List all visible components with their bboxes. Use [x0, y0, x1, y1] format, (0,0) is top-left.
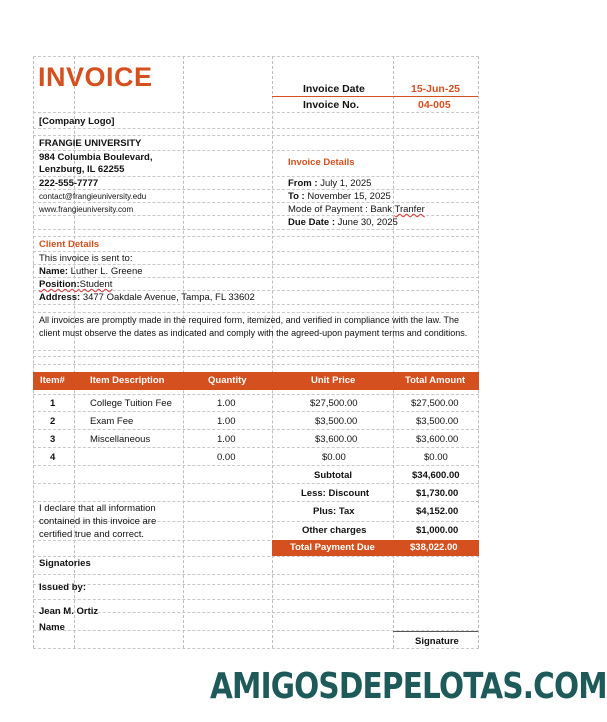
- row-unit-price: $3,500.00: [315, 416, 358, 427]
- client-name: Name: Luther L. Greene: [39, 266, 143, 277]
- issued-by-label: Issued by:: [39, 582, 86, 593]
- subtotal-label: Subtotal: [314, 470, 352, 481]
- company-logo-placeholder: [Company Logo]: [39, 116, 115, 127]
- row-item-no: 3: [50, 434, 56, 445]
- other-charges-value: $1,000.00: [416, 525, 459, 536]
- client-sent-to: This invoice is sent to:: [39, 253, 133, 264]
- grid-line: [33, 56, 34, 648]
- row-unit-price: $3,600.00: [315, 434, 358, 445]
- row-description: Miscellaneous: [90, 434, 151, 445]
- payment-mode: Mode of Payment : Bank Tranfer: [288, 204, 425, 215]
- declaration: I declare that all information contained in this invoice are certified true and correct.: [39, 503, 157, 540]
- due-date: Due Date : June 30, 2025: [288, 217, 398, 228]
- header-unit-price: Unit Price: [311, 375, 356, 386]
- company-email: contact@frangieuniversity.edu: [39, 192, 147, 201]
- total-payment-value: $38,022.00: [410, 542, 458, 553]
- signatories-heading: Signatories: [39, 558, 91, 569]
- to-date: To : November 15, 2025: [288, 191, 391, 202]
- row-quantity: 1.00: [217, 434, 236, 445]
- tax-value: $4,152.00: [416, 506, 459, 517]
- row-item-no: 2: [50, 416, 56, 427]
- grid-line: [393, 56, 394, 648]
- row-quantity: 1.00: [217, 416, 236, 427]
- signature-label: Signature: [415, 636, 459, 647]
- name-label: Name: [39, 622, 65, 633]
- row-total: $27,500.00: [411, 398, 459, 409]
- signature-line: [393, 631, 478, 632]
- table-header: [33, 372, 479, 390]
- row-quantity: 0.00: [217, 452, 236, 463]
- invoice-no-value: 04-005: [418, 99, 451, 111]
- client-position: Position:Student: [39, 279, 113, 290]
- invoice-details-heading: Invoice Details: [288, 157, 355, 168]
- client-address: Address: 3477 Oakdale Avenue, Tampa, FL 33602: [39, 292, 255, 303]
- subtotal-value: $34,600.00: [412, 470, 460, 481]
- row-total: $3,500.00: [416, 416, 459, 427]
- company-phone: 222-555-7777: [39, 178, 99, 189]
- total-payment-bar: [272, 540, 479, 556]
- row-item-no: 1: [50, 398, 56, 409]
- grid-line: [183, 56, 184, 648]
- grid-line: [478, 56, 479, 648]
- invoice-no-label: Invoice No.: [303, 99, 360, 111]
- header-item-no: Item#: [40, 375, 65, 386]
- row-unit-price: $27,500.00: [310, 398, 358, 409]
- company-address-line2: Lenzburg, IL 62255: [39, 164, 125, 175]
- row-total: $3,600.00: [416, 434, 459, 445]
- issuer-name: Jean M. Ortiz: [39, 606, 99, 617]
- tax-label: Plus: Tax: [313, 506, 355, 517]
- total-payment-label: Total Payment Due: [290, 542, 375, 553]
- invoice-date-label: Invoice Date: [303, 83, 365, 95]
- header-quantity: Quantity: [208, 375, 247, 386]
- client-details-heading: Client Details: [39, 239, 100, 250]
- meta-underline: [272, 96, 478, 97]
- invoice-sheet: [33, 56, 479, 648]
- other-charges-label: Other charges: [302, 525, 367, 536]
- row-description: Exam Fee: [90, 416, 134, 427]
- company-name: FRANGIE UNIVERSITY: [39, 138, 142, 149]
- watermark-brand: AMIGOSDEPELOTAS.COM: [210, 666, 607, 707]
- row-total: $0.00: [424, 452, 448, 463]
- from-date: From : July 1, 2025: [288, 178, 372, 189]
- header-total-amount: Total Amount: [405, 375, 466, 386]
- company-address-line1: 984 Columbia Boulevard,: [39, 152, 153, 163]
- row-unit-price: $0.00: [322, 452, 346, 463]
- discount-value: $1,730.00: [416, 488, 459, 499]
- invoice-date-value: 15-Jun-25: [411, 83, 461, 95]
- company-website: www.frangieuniversity.com: [39, 205, 134, 214]
- discount-label: Less: Discount: [301, 488, 370, 499]
- invoice-title: INVOICE: [38, 62, 153, 92]
- terms-note: All invoices are promptly made in the required form, itemized, and verified in compliance with the law. The client must observe the dates as indicated and comply with the agreed-upon payment terms and conditions.: [39, 315, 468, 338]
- header-description: Item Description: [90, 375, 165, 386]
- grid-line: [272, 56, 273, 648]
- row-description: College Tuition Fee: [90, 398, 172, 409]
- row-quantity: 1.00: [217, 398, 236, 409]
- row-item-no: 4: [50, 452, 56, 463]
